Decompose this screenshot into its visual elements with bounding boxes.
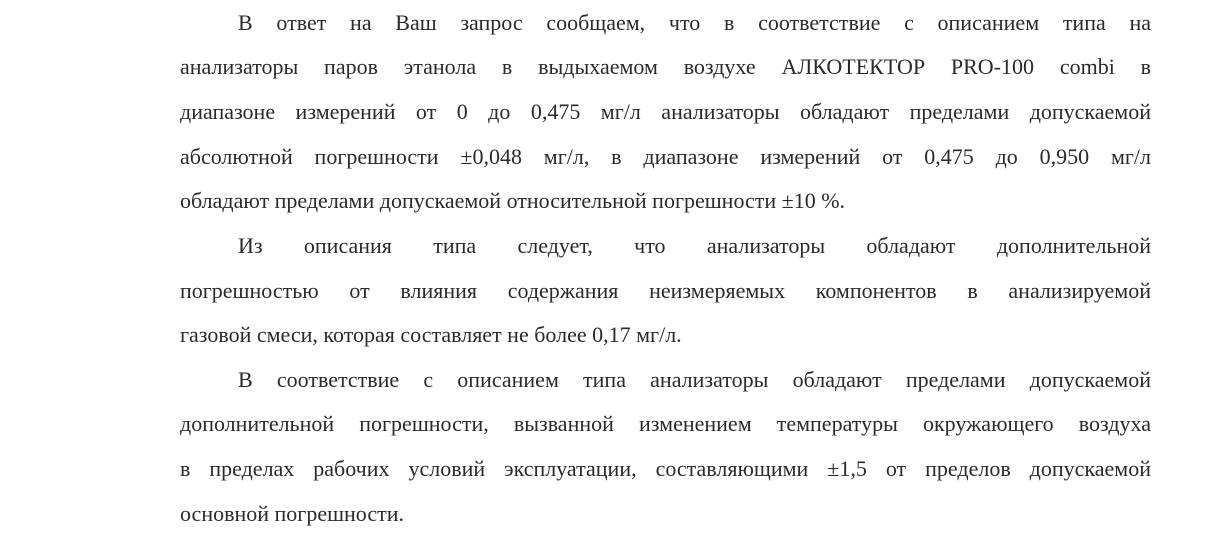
paragraph-3-line-4: основной погрешности. xyxy=(180,501,404,526)
paragraph-1-line-3: диапазоне измерений от 0 до 0,475 мг/л анализаторы обладают пределами допускаемой xyxy=(180,99,1151,124)
paragraph-1-line-4: абсолютной погрешности ±0,048 мг/л, в диапазоне измерений от 0,475 до 0,950 мг/л xyxy=(180,144,1151,169)
paragraph-3-line-3: в пределах рабочих условий эксплуатации, составляющими ±1,5 от пределов допускаемой xyxy=(180,456,1151,481)
paragraph-1-line-5: обладают пределами допускаемой относительной погрешности ±10 %. xyxy=(180,188,846,213)
paragraph-1-line-1: В ответ на Ваш запрос сообщаем, что в соответствие с описанием типа на xyxy=(238,10,1151,35)
paragraph-3-line-2: дополнительной погрешности, вызванной изменением температуры окружающего воздуха xyxy=(180,411,1151,436)
paragraph-3-line-1: В соответствие с описанием типа анализаторы обладают пределами допускаемой xyxy=(238,367,1151,392)
paragraph-2-line-3: газовой смеси, которая составляет не более 0,17 мг/л. xyxy=(180,322,682,347)
paragraph-2-line-1: Из описания типа следует, что анализаторы обладают дополнительной xyxy=(238,233,1151,258)
paragraph-1-line-2: анализаторы паров этанола в выдыхаемом воздухе АЛКОТЕКТОР PRO-100 combi в xyxy=(180,54,1151,79)
paragraph-2-line-2: погрешностью от влияния содержания неизмеряемых компонентов в анализируемой xyxy=(180,278,1151,303)
